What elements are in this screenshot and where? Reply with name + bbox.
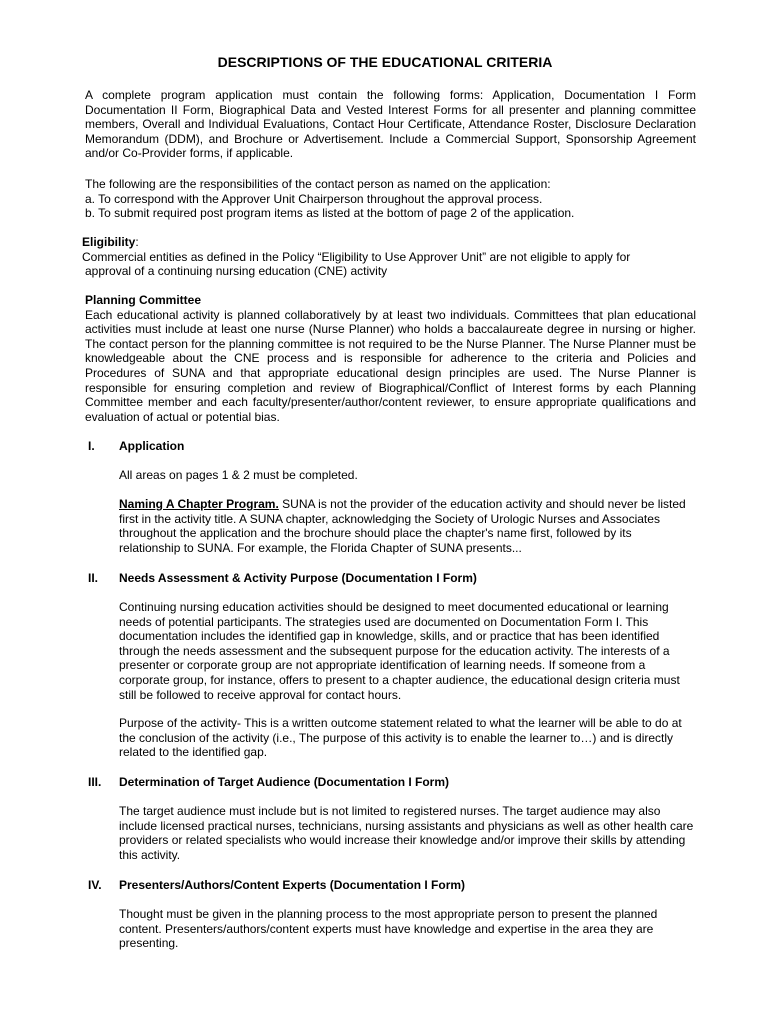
planning-heading: Planning Committee [85,293,202,307]
section-paragraph: Continuing nursing education activities should be designed to meet documented educational or learning needs of potential participants. The strategies used are documented on Documentation Form I. This documentation includes the identified gap in knowledge, skills, and or practice that has been identified through the needs assessment and the subsequent purpose for the education activity. The interests of a presenter or corporate group are not appropriate identification of learning needs. If someone from a corporate group, for instance, offers to present to a chapter audience, the educational design criteria must still be followed to receive approval for contact hours. [119,600,680,702]
eligibility-heading: Eligibility [82,235,136,249]
eligibility-line: approval of a continuing nursing education (CNE) activity [85,264,388,279]
naming-paragraph [119,497,696,555]
section-paragraph: The target audience must include but is not limited to registered nurses. The target audience may also include licensed practical nurses, technicians, nursing assistants and physicians as well as other health care providers or related specialists who would increase their knowledge and/or improve their skills by attending this activity. [119,804,694,862]
page-title: DESCRIPTIONS OF THE EDUCATIONAL CRITERIA [217,54,553,70]
eligibility-block [82,235,697,279]
planning-text: Each educational activity is planned collaboratively by at least two individuals. Committees that plan educational activities must include at least one nurse (Nurse Planner) who holds a baccalaureate degree in nursing or higher. The contact person for the planning committee is not required to be the Nurse Planner. The Nurse Planner must be knowledgeable about the CNE process and is responsible for adherence to the criteria and Policies and Procedures of SUNA and that appropriate educational design principles are used. The Nurse Planner is responsible for ensuring completion and review of Biographical/Conflict of Interest forms by each Planning Committee member and each faculty/presenter/author/content reviewer, to ensure appropriate qualifications and evaluation of actual or potential bias. [85,307,696,424]
eligibility-colon: : [135,235,139,249]
section-number: II. [88,571,99,585]
responsibility-item: b. To submit required post program items as listed at the bottom of page 2 of the application. [85,206,575,221]
section-title: Presenters/Authors/Content Experts (Documentation I Form) [119,878,466,892]
section-paragraph: Purpose of the activity- This is a written outcome statement related to what the learner will be able to do at the conclusion of the activity (i.e., The purpose of this activity is to enable the learner to…) and is directly related to the identified gap. [119,716,682,760]
section-title: Determination of Target Audience (Documentation I Form) [119,775,450,789]
section-number: III. [88,775,102,789]
section-paragraph: Thought must be given in the planning process to the most appropriate person to present the planned content. Presenters/authors/content experts must have knowledge and expertise in the area they are presenting. [119,907,658,951]
planning-committee-block [85,293,696,424]
eligibility-line: Commercial entities as defined in the Policy “Eligibility to Use Approver Unit” are not eligible to apply for [82,249,631,264]
naming-heading: Naming A Chapter Program. [119,497,279,511]
responsibilities-block [85,177,696,221]
responsibility-item: a. To correspond with the Approver Unit Chairperson throughout the approval process. [85,191,543,206]
responsibilities-lead: The following are the responsibilities of the contact person as named on the application: [85,177,551,191]
intro-paragraph: A complete program application must contain the following forms: Application, Documentation I Form Documentation II Form, Biographical Data and Vested Interest Forms for all presenter and planning committee members, Overall and Individual Evaluations, Contact Hour Certificate, Attendance Roster, Disclosure Declaration Memorandum (DDM), and Brochure or Advertisement. Include a Commercial Support, Sponsorship Agreement and/or Co-Provider forms, if applicable. [85,88,696,161]
section-number: IV. [88,878,102,892]
section-number: I. [88,439,95,453]
naming-text: SUNA is not the provider of the education activity and should never be listed first in the activity title. A SUNA chapter, acknowledging the Society of Urologic Nurses and Associates throughout the application and the brochure should place the chapter's name first, followed by its relationship to SUNA. For example, the Florida Chapter of SUNA presents... [119,497,686,555]
section-paragraph: All areas on pages 1 & 2 must be completed. [119,468,358,482]
section-title: Needs Assessment & Activity Purpose (Documentation I Form) [119,571,477,585]
section-title: Application [119,439,185,453]
